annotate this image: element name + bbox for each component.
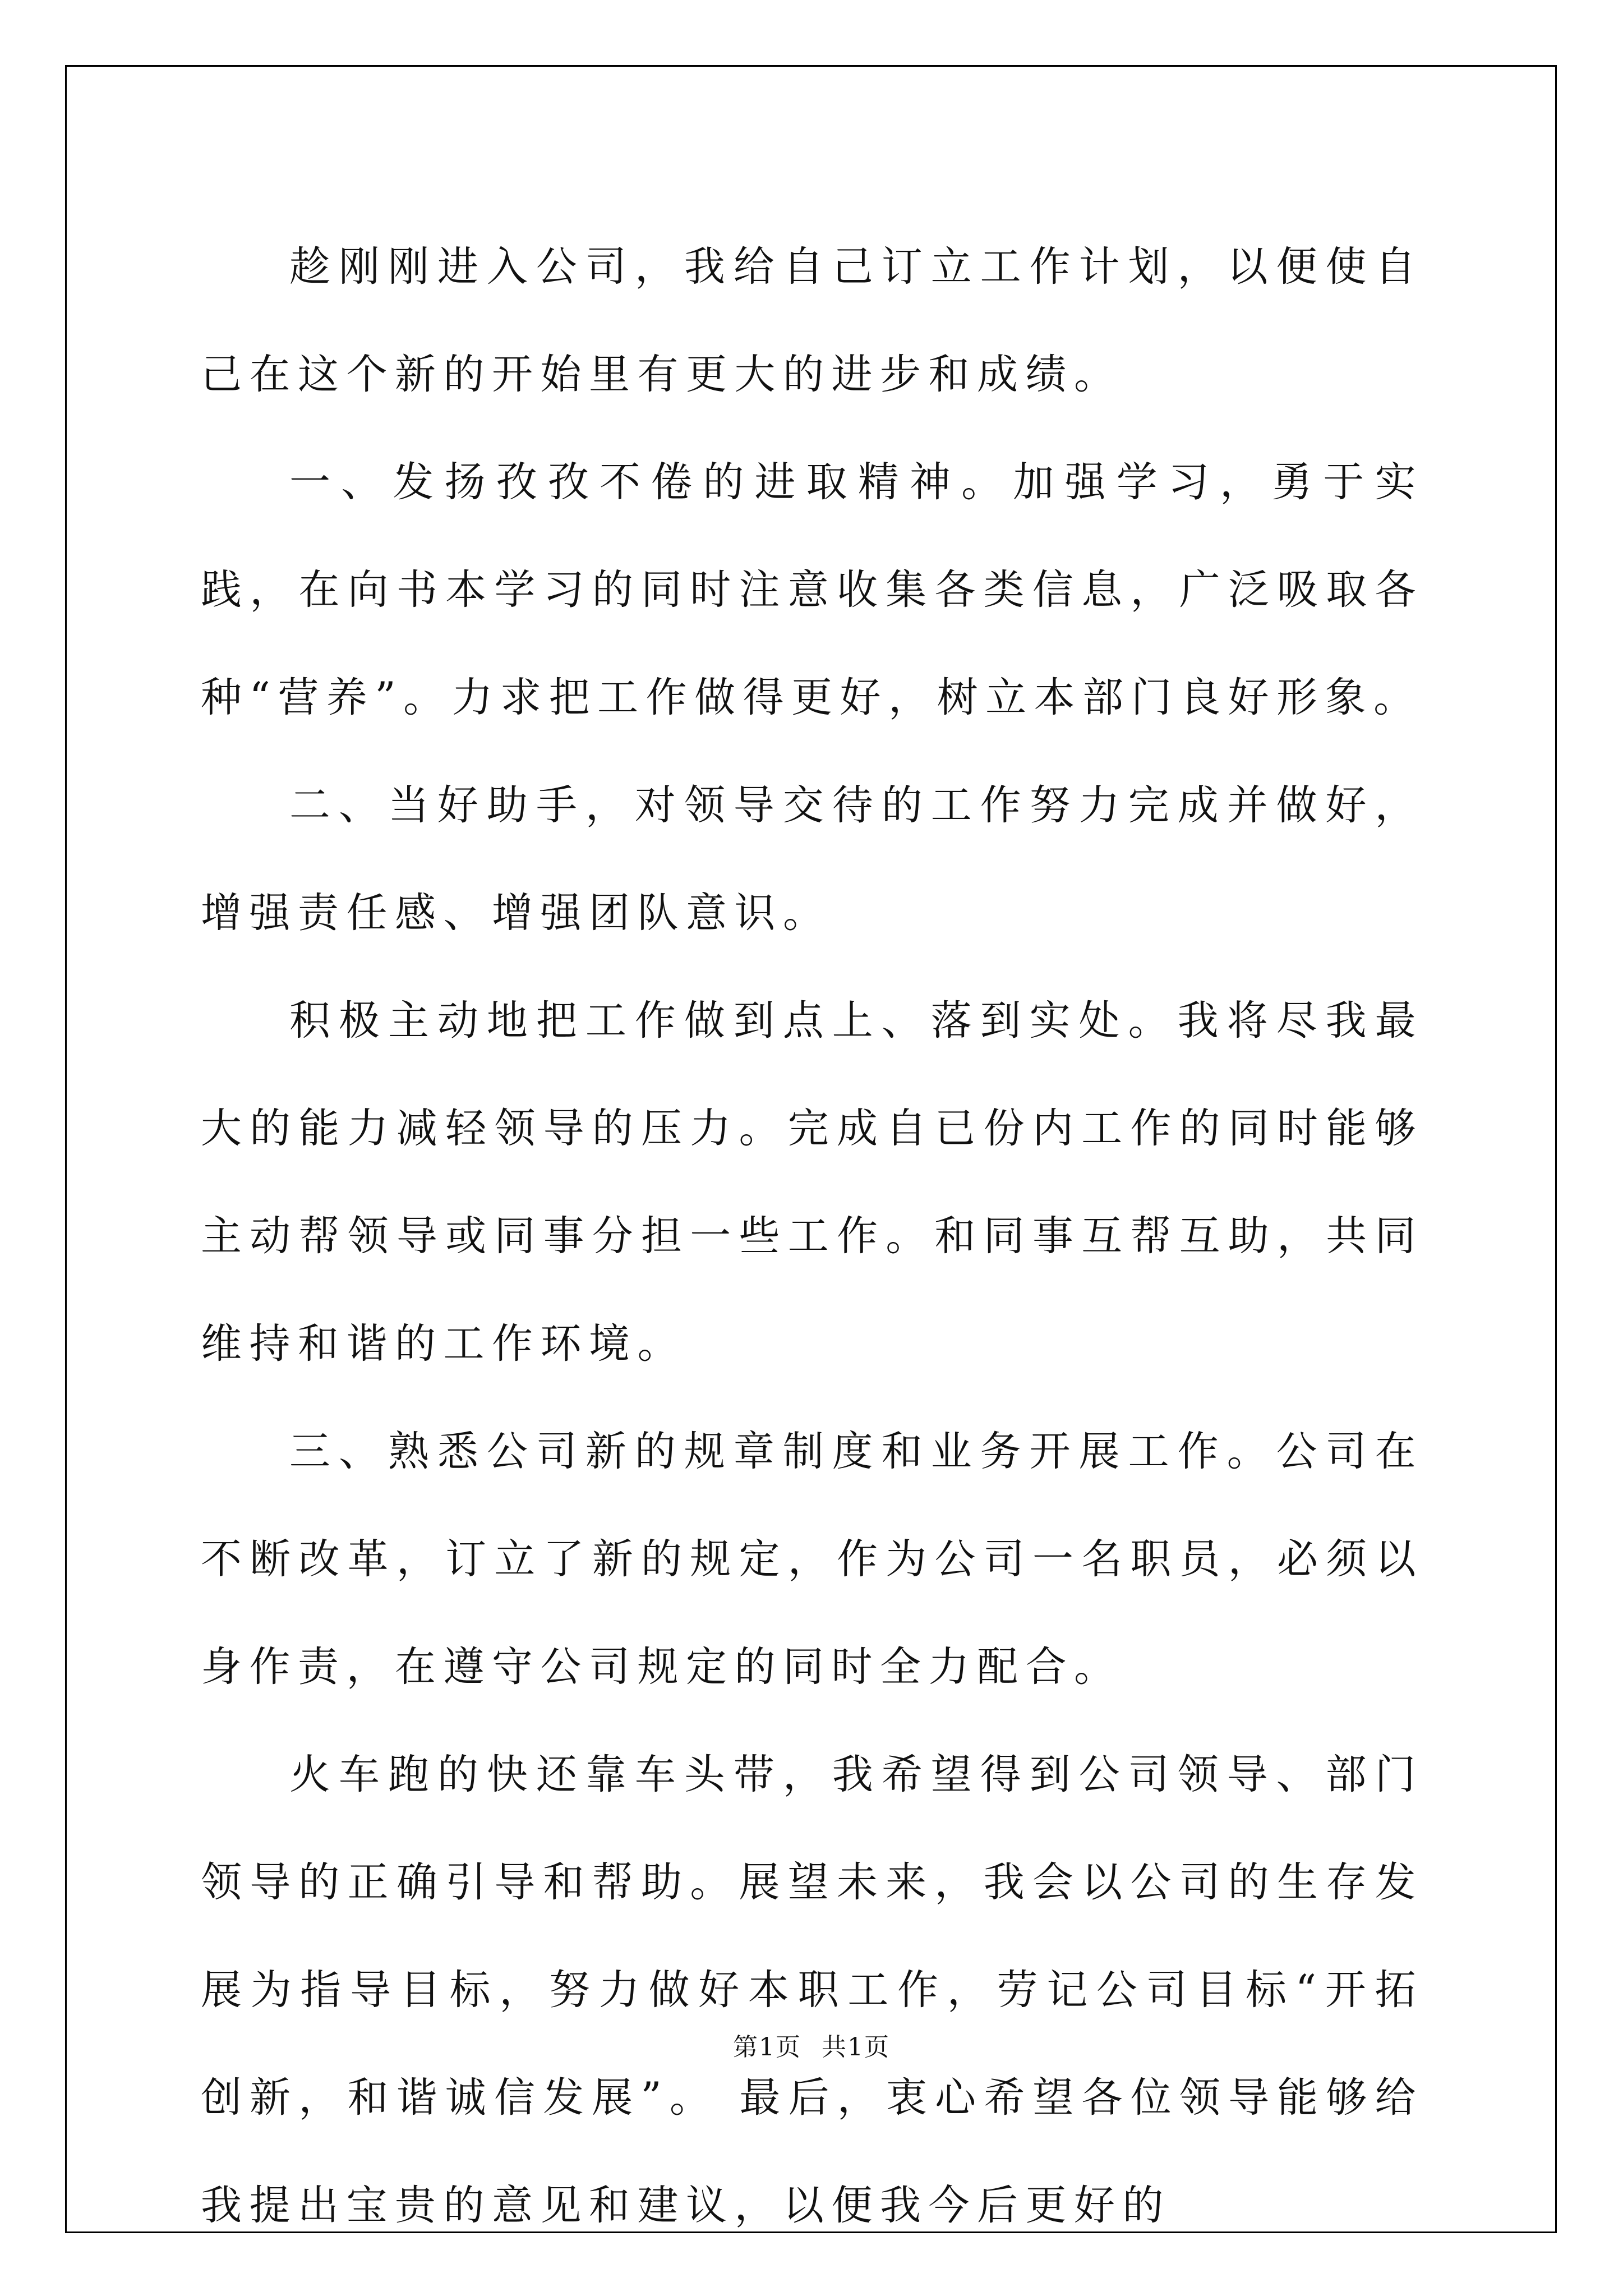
- paragraph-closing: 火车跑的快还靠车头带，我希望得到公司领导、部门领导的正确引导和帮助。展望未来，我会以公司的生存发展为指导目标，努力做好本职工作，劳记公司目标“开拓创新，和谐诚信发展”。 最后，衷心希望各位领导能够给我提出宝贵的意见和建议，以便我今后更好的: [201, 1751, 1423, 2229]
- paragraph-point-three: 三、熟悉公司新的规章制度和业务开展工作。公司在不断改革，订立了新的规定，作为公司一名职员，必须以身作责，在遵守公司规定的同时全力配合。: [201, 1428, 1423, 1691]
- page-number-total: 共1页: [822, 2033, 890, 2062]
- page-number-current: 第1页: [733, 2033, 801, 2062]
- paragraph-point-two: 二、当好助手，对领导交待的工作努力完成并做好，增强责任感、增强团队意识。: [201, 781, 1423, 937]
- page-footer: [0, 2031, 1623, 2064]
- paragraph-intro: 趁刚刚进入公司，我给自己订立工作计划，以便使自己在这个新的开始里有更大的进步和成绩。: [201, 243, 1423, 398]
- document-body: [201, 213, 1423, 2260]
- paragraph-initiative: 积极主动地把工作做到点上、落到实处。我将尽我最大的能力减轻领导的压力。完成自已份内工作的同时能够主动帮领导或同事分担一些工作。和同事互帮互助，共同维持和谐的工作环境。: [201, 997, 1423, 1368]
- paragraph-point-one: 一、发扬孜孜不倦的进取精神。加强学习，勇于实践，在向书本学习的同时注意收集各类信息，广泛吸取各种“营养”。力求把工作做得更好，树立本部门良好形象。: [201, 458, 1423, 721]
